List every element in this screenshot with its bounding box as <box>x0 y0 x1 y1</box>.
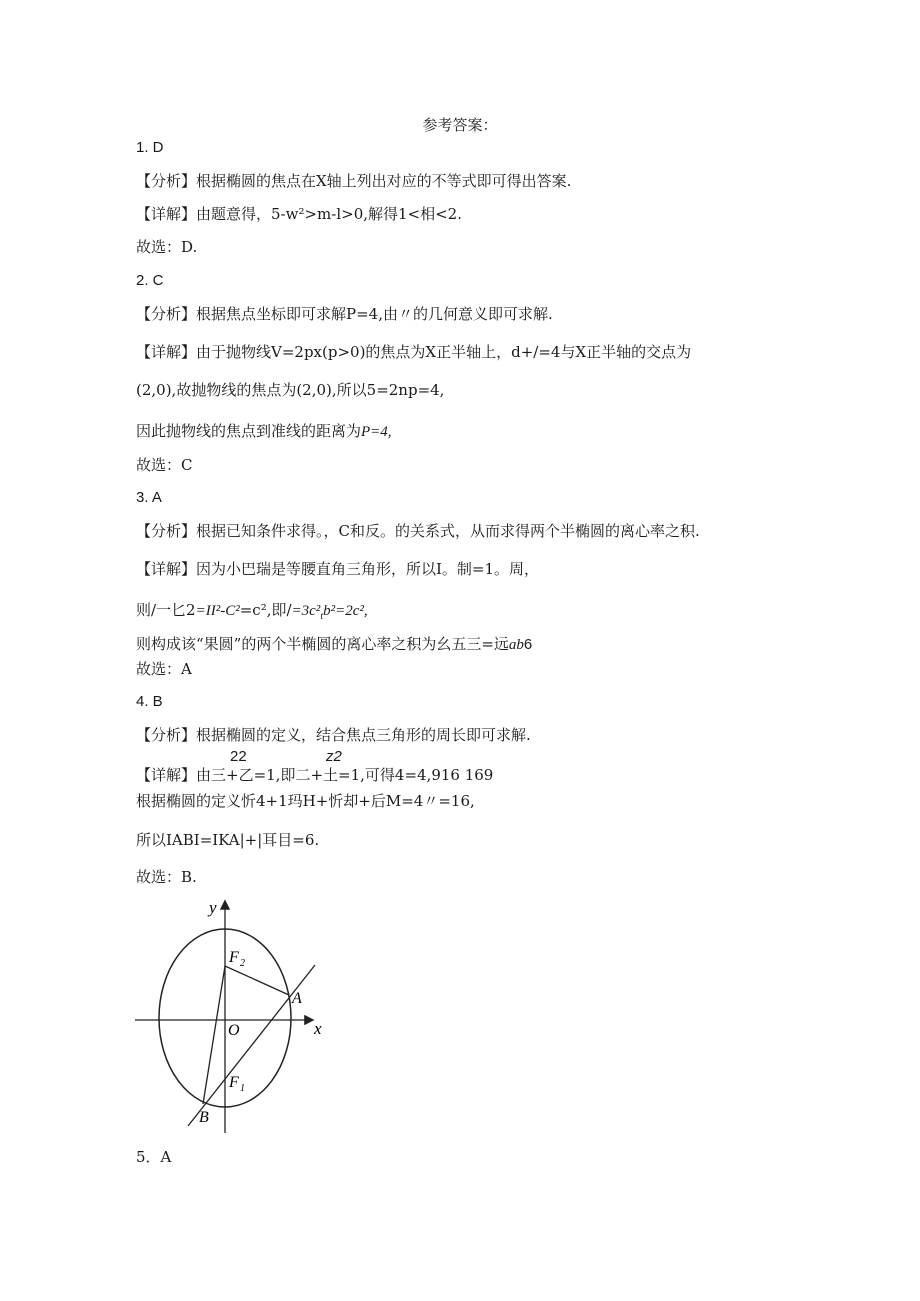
label-a: A <box>292 990 302 1007</box>
q2-detail-line2: (2,0),故抛物线的焦点为(2,0),所以5=2np=4, <box>136 381 445 399</box>
q4-superscript-1: 22 <box>230 748 247 765</box>
q4-detail-line3: 所以IABI=IKA|+|耳目=6. <box>136 831 320 849</box>
q2-analysis: 【分析】根据焦点坐标即可求解P=4,由〃的几何意义即可求解. <box>136 305 553 323</box>
q4-superscript-2: z2 <box>326 748 342 765</box>
label-y: y <box>209 898 217 917</box>
q3-detail-line1: 【详解】因为小巴瑞是等腰直角三角形，所以I。制=1。周， <box>136 560 540 578</box>
q3-number: 3. A <box>136 489 162 506</box>
label-f1-sub: 1 <box>240 1083 245 1094</box>
q3-formula-c: =c²,即/ <box>239 601 292 619</box>
q2-detail-formula: P=4, <box>361 424 392 440</box>
q4-detail-line1: 【详解】由三+乙=1,即二+土=1,可得4=4,916 169 <box>136 766 494 784</box>
q3-detail-text: 则构成该“果圆”的两个半椭圆的离心率之积为幺五三=远 <box>136 635 509 653</box>
label-f2-sub: 2 <box>240 958 245 969</box>
label-f1: F <box>229 1074 239 1091</box>
q3-formula-b: =ІІ²-С² <box>195 603 240 619</box>
q1-detail: 【详解】由题意得，5-w²>m-l>0,解得1<相<2. <box>136 205 462 223</box>
q5-number: 5．A <box>136 1148 172 1166</box>
q4-analysis: 【分析】根据椭圆的定义，结合焦点三角形的周长即可求解. <box>136 726 531 744</box>
q2-choice: 故选：C <box>136 456 193 474</box>
q3-detail-ab: ab <box>508 637 524 653</box>
q3-formula-a: 则/一匕2 <box>136 601 196 619</box>
q3-analysis: 【分析】根据已知条件求得。，C和反。的关系式，从而求得两个半椭圆的离心率之积. <box>136 522 700 540</box>
segment-f2-a <box>225 966 289 995</box>
q1-analysis: 【分析】根据椭圆的焦点在X轴上列出对应的不等式即可得出答案. <box>136 172 572 190</box>
label-f2: F <box>229 949 239 966</box>
q4-choice: 故选：B. <box>136 868 197 886</box>
q3-formula-e: t <box>320 611 324 622</box>
label-origin: O <box>228 1022 240 1039</box>
label-b: B <box>199 1109 209 1126</box>
label-x: x <box>314 1019 322 1038</box>
q3-formula-f: b²=2c², <box>323 603 368 619</box>
q1-number: 1. D <box>136 139 164 156</box>
q2-detail-line1: 【详解】由于抛物线V=2px(p>0)的焦点为X正半轴上，d+/=4与X正半轴的交点为 <box>136 343 692 361</box>
q3-formula-d: =3c² <box>291 603 321 619</box>
q3-choice: 故选：A <box>136 660 192 678</box>
q1-choice: 故选：D. <box>136 238 198 256</box>
q2-number: 2. C <box>136 272 164 289</box>
page-title: 参考答案： <box>422 116 498 134</box>
q3-detail-six: 6 <box>523 636 533 653</box>
q2-detail-text: 因此抛物线的焦点到准线的距离为 <box>136 422 362 440</box>
q4-number: 4. B <box>136 693 163 710</box>
q4-detail-line2: 根据椭圆的定义忻4+1玛H+忻却+后M=4〃=16, <box>136 792 475 810</box>
